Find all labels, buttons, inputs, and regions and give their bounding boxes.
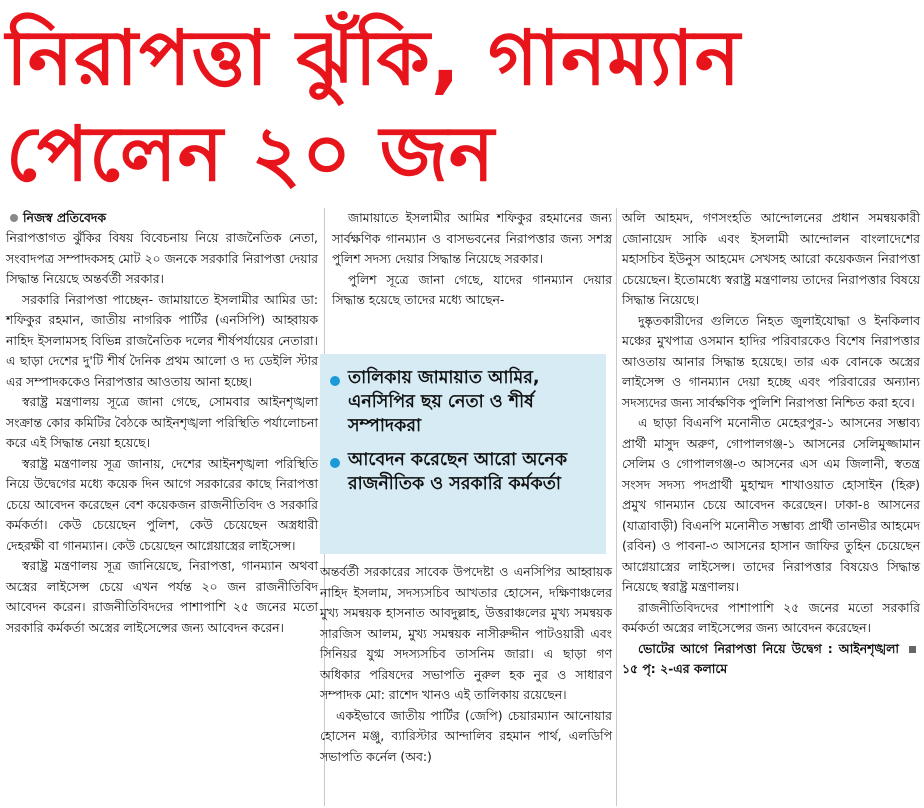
pull-quote-item — [328, 448, 596, 496]
article-body — [0, 208, 924, 808]
column-2-top — [332, 208, 612, 311]
headline-line-1: নিরাপত্তা ঝুঁকি, গানম্যান — [6, 13, 742, 102]
paragraph: সরকারি নিরাপত্তা পাচ্ছেন- জামায়াতে ইসলামীর আমির ডা: শফিকুর রহমান, জাতীয় নাগরিক পার্টির (এনসিপি) আহ্বায়ক নাহিদ ইসলামসহ বিভিন্ন রাজনৈতিক দলের শীর্ষপর্যায়ের নেতারা। এ ছাড়া দেশের দু'টি শীর্ষ দৈনিক প্রথম আলো ও দ্য ডেইলি স্টার এর সম্পাদককেও নিরাপত্তার আওতায় আনা হচ্ছে। — [6, 291, 318, 389]
byline — [6, 208, 318, 228]
column-divider — [616, 208, 617, 806]
square-bullet-icon — [909, 646, 916, 653]
byline-text: নিজস্ব প্রতিবেদক — [23, 210, 107, 225]
continued-text: ১৫ পৃ: ২-এর কলামে — [622, 661, 728, 676]
continuation-line — [622, 639, 920, 680]
paragraph: স্বরাষ্ট্র মন্ত্রণালয় সূত্র জানায়, দেশের আইনশৃঙ্খলা পরিস্থিতি নিয়ে উদ্বেগের মধ্যে কয়েক দিন আগে সরকারের কাছে নিরাপত্তা চেয়ে আবেদন করেছেন বেশ কয়েকজন রাজনীতিবিদ ও সরকারি কর্মকর্তা। কেউ চেয়েছেন পুলিশ, কেউ চেয়েছেন অস্ত্রধারী দেহরক্ষী বা গানম্যান। কেউ চেয়েছেন আগ্নেয়াস্ত্রের লাইসেন্স। — [6, 455, 318, 553]
bullet-dot-icon — [330, 376, 340, 386]
paragraph: অলি আহমদ, গণসংহতি আন্দোলনের প্রধান সমন্বয়কারী জোনায়েদ সাকি এবং ইসলামী আন্দোলন বাংলাদেশের মহাসচিব ইউনুস আহমেদ সেখসহ আরো কয়েকজন নিরাপত্তা চেয়েছেন। ইতোমধ্যে স্বরাষ্ট্র মন্ত্রণালয় তাদের নিরাপত্তার বিষয়ে সিদ্ধান্ত নিয়েছে। — [622, 210, 920, 307]
column-3 — [622, 208, 920, 680]
pull-quote-item — [328, 366, 596, 438]
paragraph: পুলিশ সূত্রে জানা গেছে, যাদের গানম্যান দেয়ার সিদ্ধান্ত হয়েছে তাদের মধ্যে আছেন- — [332, 271, 612, 307]
paragraph: এ ছাড়া বিএনপি মনোনীত মেহেরপুর-১ আসনের সম্ভাব্য প্রার্থী মাসুদ অরুণ, গোপালগঞ্জ-১ আসনের সেলিমুজ্জামান সেলিম ও গোপালগঞ্জ-৩ আসনের এস এম জিলানী, স্বতন্ত্র সংসদ সদস্য পদপ্রার্থী মুহাম্মদ শাখাওয়াত হোসাইন (হিরু) প্রমুখ গানম্যান চেয়ে আবেদন করেছেন। ঢাকা-৪ আসনের (যাত্রাবাড়ী) বিএনপি মনোনীত সম্ভাব্য প্রার্থী তানভীর আহমেদ (রবিন) ও পাবনা-৩ আসনের হাসান জাফির তুহিন চেয়েছেন আগ্নেয়াস্ত্রের লাইসেন্স। তাদের নিরাপত্তার বিষয়েও সিদ্ধান্ত নিয়েছে স্বরাষ্ট্র মন্ত্রণালয়। — [622, 415, 920, 594]
column-1 — [6, 208, 318, 638]
bullet-dot-icon — [330, 458, 340, 468]
paragraph: অন্তর্বর্তী সরকারের সাবেক উপদেষ্টা ও এনসিপির আহ্বায়ক নাহিদ ইসলাম, সদস্যসচিব আখতার হোসেন, দক্ষিণাঞ্চলের মুখ্য সমন্বয়ক হাসনাত আবদুল্লাহ, উত্তরাঞ্চলের মুখ্য সমন্বয়ক সারজিস আলম, মুখ্য সমন্বয়ক নাসীরুদ্দীন পাটওয়ারী এবং সিনিয়র যুগ্ম সদস্যসচিব তাসনিম জারা। এ ছাড়া গণ অধিকার পরিষদের সভাপতি নুরুল হক নুর ও সাধারণ সম্পাদক মো: রাশেদ খানও এই তালিকায় রয়েছেন। — [320, 564, 612, 702]
column-2-bottom — [320, 562, 612, 767]
pull-quote-box — [320, 354, 606, 554]
paragraph: স্বরাষ্ট্র মন্ত্রণালয় সূত্র জানিয়েছে, নিরাপত্তা, গানম্যান অথবা অস্ত্রের লাইসেন্স চেয়ে এখন পর্যন্ত ২০ জন রাজনীতিবিদ আবেদন করেন। রাজনীতিবিদদের পাশাপাশি ২৫ জনের মতো সরকারি কর্মকর্তা অস্ত্রের লাইসেন্সের জন্য আবেদন করেন। — [6, 558, 318, 635]
paragraph: জামায়াতে ইসলামীর আমির শফিকুর রহমানের জন্য সার্বক্ষণিক গানম্যান ও বাসভবনের নিরাপত্তার জন্য সশস্ত্র পুলিশ সদস্য দেয়ার সিদ্ধান্ত নিয়েছে সরকার। — [332, 210, 612, 266]
paragraph: একইভাবে জাতীয় পার্টির (জেপি) চেয়ারম্যান আনোয়ার হোসেন মঞ্জু, ব্যারিস্টার আন্দালিব রহমান পার্থ, এলডিপি সভাপতি কর্নেল (অব:) — [320, 707, 612, 764]
headline-line-2: পেলেন ২০ জন — [6, 109, 496, 198]
pull-quote-text: তালিকায় জামায়াত আমির, এনসিপির ছয় নেতা ও শীর্ষ সম্পাদকরা — [348, 368, 540, 436]
paragraph: স্বরাষ্ট্র মন্ত্রণালয় সূত্রে জানা গেছে, সোমবার আইনশৃঙ্খলা সংক্রান্ত কোর কমিটির বৈঠকে আইনশৃঙ্খলা পরিস্থিতি পর্যালোচনা করে এই সিদ্ধান্ত নেয়া হয়েছে। — [6, 394, 318, 450]
pull-quote-text: আবেদন করেছেন আরো অনেক রাজনীতিক ও সরকারি কর্মকর্তা — [348, 450, 568, 494]
paragraph: রাজনীতিবিদদের পাশাপাশি ২৫ জনের মতো সরকারি কর্মকর্তা অস্ত্রের লাইসেন্সের জন্য আবেদন করেছেন। — [622, 599, 920, 635]
teaser-text: ভোটের আগে নিরাপত্তা নিয়ে উদ্বেগ : আইনশৃঙ্খলা — [638, 640, 899, 656]
bullet-dot-icon — [10, 214, 18, 222]
paragraph: নিরাপত্তাগত ঝুঁকির বিষয় বিবেচনায় নিয়ে রাজনৈতিক নেতা, সংবাদপত্র সম্পাদকসহ মোট ২০ জনকে সরকারি নিরাপত্তা দেয়ার সিদ্ধান্ত নিয়েছে অন্তর্বর্তী সরকার। — [6, 230, 318, 286]
paragraph: দুষ্কৃতকারীদের গুলিতে নিহত জুলাইযোদ্ধা ও ইনকিলাব মঞ্চের মুখপাত্র ওসমান হাদির পরিবারকেও বিশেষ নিরাপত্তার আওতায় আনার সিদ্ধান্ত হয়েছে। তার এক বোনকে অস্ত্রের লাইসেন্স ও গানম্যান দেয়া হচ্ছে এবং পরিবারের অন্যান্য সদস্যদের জন্য সার্বক্ষণিক পুলিশি নিরাপত্তা নিশ্চিত করা হবে। — [622, 312, 920, 410]
